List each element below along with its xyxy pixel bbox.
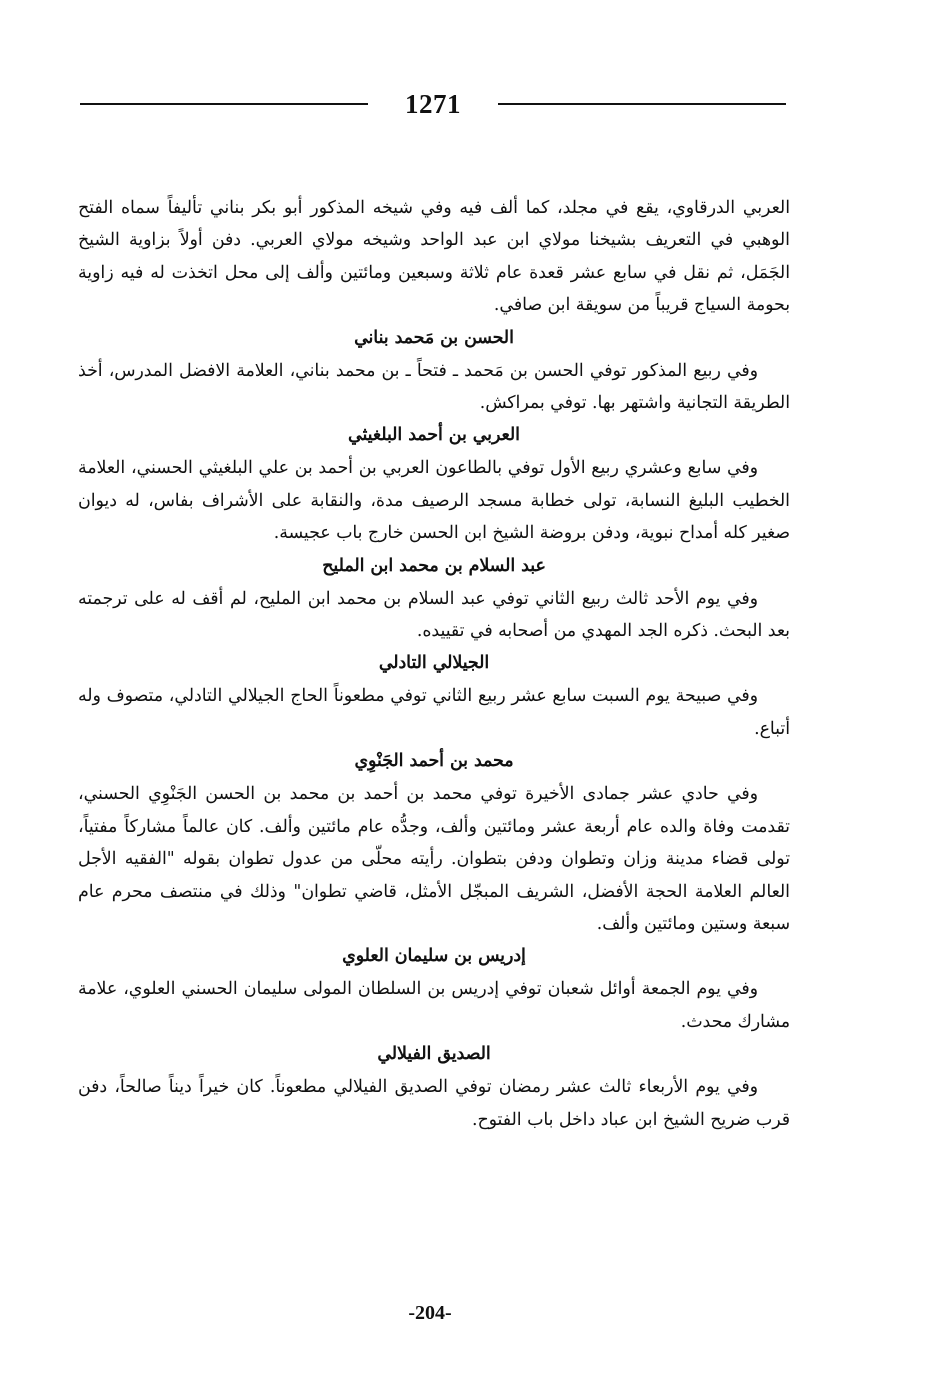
entry xyxy=(78,322,790,420)
entry-text: وفي حادي عشر جمادى الأخيرة توفي محمد بن أحمد بن محمد بن الحسن الجَنْوِي الحسني، تقدمت وفاة والده عام أربعة عشر ومائتين وألف، وجدُّه عام مائتين وألف. كان عالماً مشاركاً مفتياً، تولى قضاء مدينة وزان وتطوان ودفن بتطوان. رأيته محلّى من عدول تطوان بقوله "الفقيه الأجل العالم العلامة الحجة الأفضل، الشريف المبجّل الأمثل، قاضي تطوان" وذلك في منتصف محرم عام سبعة وستين ومائتين وألف. xyxy=(78,784,790,934)
entry xyxy=(78,940,790,1038)
entry-text: وفي ربيع المذكور توفي الحسن بن مَحمد ـ فتحاً ـ بن محمد بناني، العلامة الافضل المدرس، أخذ الطريقة التجانية واشتهر بها. توفي بمراكش. xyxy=(78,360,790,414)
page-number: 1271 xyxy=(405,88,461,119)
entry-text: وفي يوم الجمعة أوائل شعبان توفي إدريس بن السلطان المولى سليمان الحسني العلوي، علامة مشارك محدث. xyxy=(78,979,790,1032)
entry-title: الحسن بن مَحمد بناني xyxy=(354,327,514,348)
page-header xyxy=(80,84,786,124)
entry-title: الصديق الفيلالي xyxy=(377,1044,491,1065)
entry-title: العربي بن أحمد البلغيثي xyxy=(348,425,520,446)
page-footer-number: -204- xyxy=(408,1302,452,1324)
entry-title: محمد بن أحمد الجَنْوِي xyxy=(354,751,514,772)
entry-text: وفي يوم الأربعاء ثالث عشر رمضان توفي الصديق الفيلالي مطعوناً. كان خيراً ديناً صالحاً، دفن قرب ضريح الشيخ ابن عباد داخل باب الفتوح. xyxy=(78,1077,790,1130)
entry xyxy=(78,647,790,745)
entry-text: وفي سابع وعشري ربيع الأول توفي بالطاعون العربي بن أحمد بن علي البلغيثي الحسني، العلامة الخطيب البليغ النسابة، تولى خطابة مسجد الرصيف مدة، والنقابة على الأشراف بفاس، له ديوان صغير كله أمداح نبوية، ودفن بروضة الشيخ ابن الحسن خارج باب عجيسة. xyxy=(78,458,790,544)
entry-title: الجيلالي التادلي xyxy=(378,653,490,674)
entry xyxy=(78,419,790,549)
intro-paragraph: العربي الدرقاوي، يقع في مجلد، كما ألف فيه وفي شيخه المذكور أبو بكر بناني تأليفاً سماه الفتح الوهبي في التعريف بشيخنا مولاي ابن عبد الواحد وشيخه مولاي العربي. دفن أولاً بزاوية الشيخ الجَمَل، ثم نقل في سابع عشر قعدة عام ثلاثة وسبعين ومائتين وألف إلى محل اتخذت له فيه زاوية بحومة السياج قريباً من سويقة ابن صافي. xyxy=(78,198,790,316)
entry-text: وفي يوم الأحد ثالث ربيع الثاني توفي عبد السلام بن محمد ابن المليح، لم أقف له على ترجمته بعد البحث. ذكره الجد المهدي من أصحابه في تقييده. xyxy=(78,588,790,642)
header-rule-right xyxy=(498,103,786,105)
entry-title: إدريس بن سليمان العلوي xyxy=(342,946,526,967)
entry xyxy=(78,550,790,648)
page-body xyxy=(78,192,790,1136)
entry xyxy=(78,745,790,940)
header-rule-left xyxy=(80,103,368,105)
entry-text: وفي صبيحة يوم السبت سابع عشر ربيع الثاني توفي مطعوناً الحاج الجيلالي التادلي، متصوف وله أتباع. xyxy=(78,686,790,739)
entry xyxy=(78,1038,790,1136)
entry-title: عبد السلام بن محمد ابن المليح xyxy=(322,555,546,576)
